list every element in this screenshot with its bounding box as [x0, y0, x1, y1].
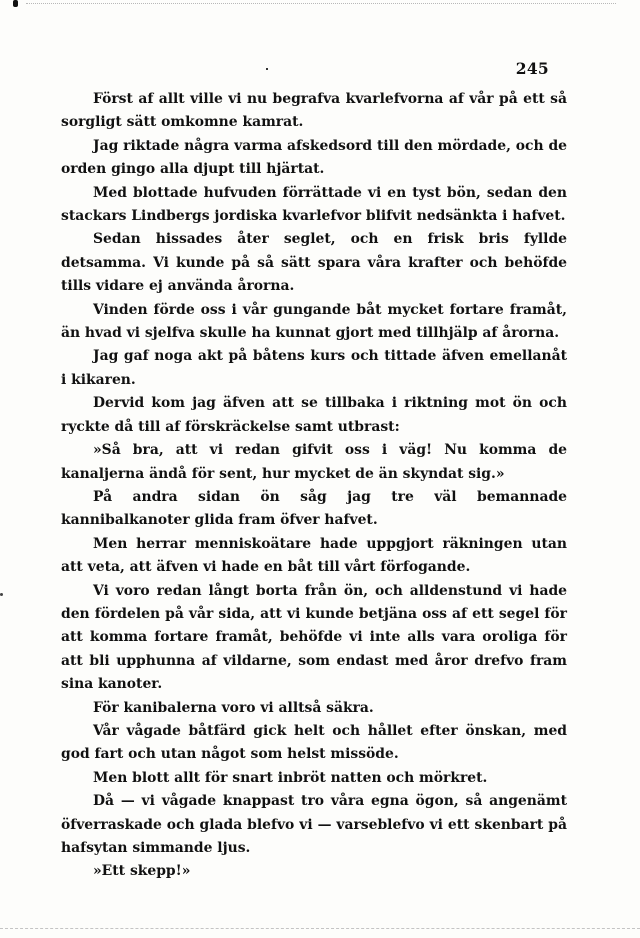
paragraph: Jag riktade några varma afskedsord till den mördade, och de orden gingo alla djupt till hjärtat. [61, 137, 567, 178]
paragraph: »Så bra, att vi redan gifvit oss i väg! Nu komma de kanaljerna ändå för sent, hur mycket de än skyndat sig.» [61, 442, 567, 482]
margin-speck [0, 593, 3, 596]
paragraph: Vinden förde oss i vår gungande båt mycket fortare framåt, än hvad vi sjelfva skulle ha kunnat gjort med tillhjälp af årorna. [61, 301, 567, 342]
print-dot [266, 68, 268, 70]
paragraph: Vår vågade båtfärd gick helt och hållet efter önskan, med god fart och utan något som helst missöde. [61, 722, 567, 763]
paragraph: Men herrar menniskoätare hade uppgjort räkningen utan att veta, att äfven vi hade en båt till vårt förfogande. [61, 535, 567, 576]
paragraph: För kanibalerna voro vi alltså säkra. [93, 699, 374, 716]
paragraph: Vi voro redan långt borta från ön, och alldenstund vi hade den fördelen på vår sida, att vi kunde betjäna oss af ett segel för att komma fortare framåt, behöfde vi inte alls vara oroliga för att bli upphunna af vildarne, som endast med åror drefvo fram sina kanoter. [61, 582, 567, 693]
paragraph: Med blottade hufvuden förrättade vi en tyst bön, sedan den stackars Lindbergs jordiska kvarlefvor blifvit nedsänkta i hafvet. [61, 184, 567, 225]
paragraph: På andra sidan ön såg jag tre väl bemannade kannibalkanoter glida fram öfver hafvet. [61, 488, 567, 529]
page-number: 245 [515, 59, 549, 78]
paragraph: Jag gaf noga akt på båtens kurs och tittade äfven emellanåt i kikaren. [61, 348, 567, 388]
paragraph: Då — vi vågade knappast tro våra egna ögon, så angenämt öfverraskade och glada blefvo vi — varseblefvo vi ett skenbart på hafsytan simmande ljus. [61, 793, 567, 856]
paragraph: Sedan hissades åter seglet, och en frisk bris fyllde detsamma. Vi kunde på så sätt spara våra krafter och behöfde tills vidare ej använda årorna. [61, 231, 567, 295]
paragraph: Först af allt ville vi nu begrafva kvarlefvorna af vår på ett så sorgligt sätt omkomne kamrat. [61, 91, 567, 131]
bottom-edge-rule [0, 928, 640, 929]
page-text [61, 88, 567, 884]
paragraph: »Ett skepp!» [93, 863, 191, 880]
paragraph: Men blott allt för snart inbröt natten och mörkret. [93, 769, 488, 786]
top-edge-rule [26, 3, 616, 4]
paragraph: Dervid kom jag äfven att se tillbaka i riktning mot ön och ryckte då till af förskräckelse samt utbrast: [61, 395, 567, 435]
print-mark [13, 0, 18, 7]
